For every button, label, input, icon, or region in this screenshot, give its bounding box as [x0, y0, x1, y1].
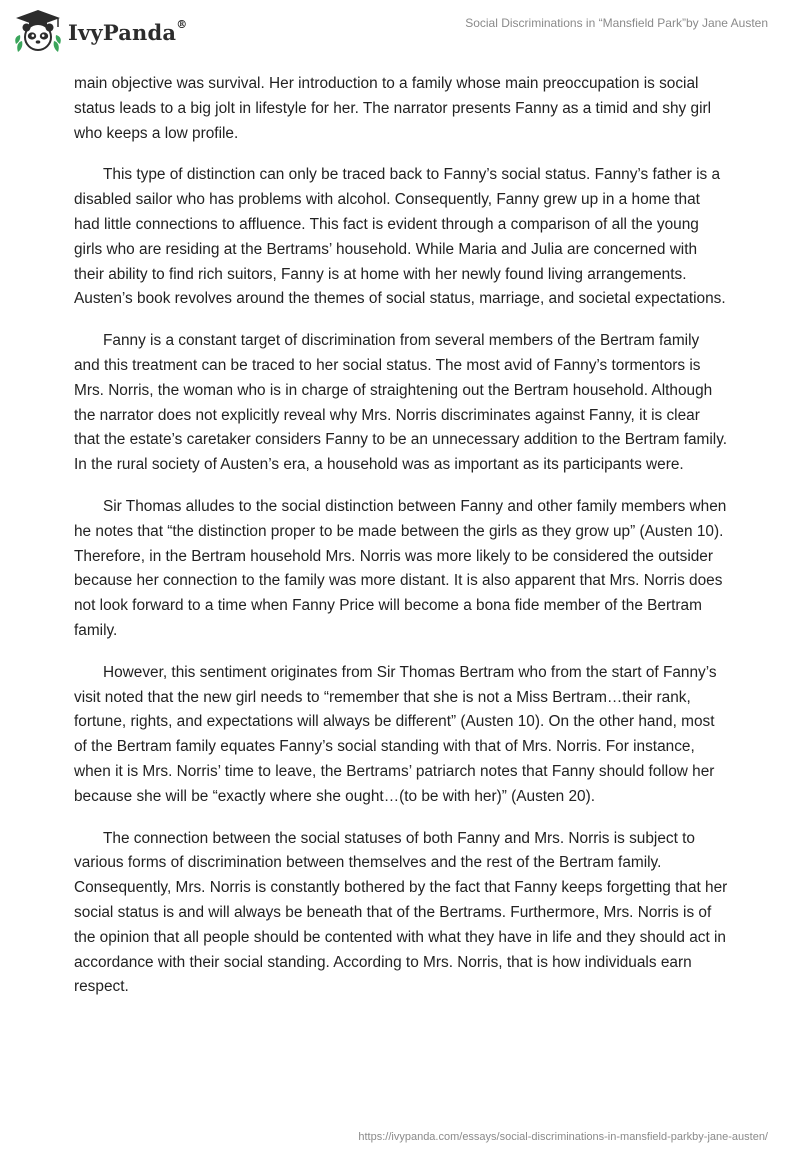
paragraph: However, this sentiment originates from Sir Thomas Bertram who from the start of Fanny’s visit noted that the new girl needs to “remember that she is not a Miss Bertram…their rank, fortune, rights, and expectations will always be different” (Austen 10). On the other hand, most of the Bertram family equates Fanny’s social standing with that of Mrs. Norris. For instance, when it is Mrs. Norris’ time to leave, the Bertrams’ patriarch notes that Fanny should follow her because she will be “exactly where she ought…(to be with her)” (Austen 20).: [74, 663, 717, 805]
paragraph: This type of distinction can only be traced back to Fanny’s social status. Fanny’s father is a disabled sailor who has problems with alcohol. Consequently, Fanny grew up in a home that had little connections to affluence. This fact is evident through a comparison of all the young girls who are residing at the Bertrams’ household. While Maria and Julia are concerned with their ability to find rich suitors, Fanny is at home with her newly found living arrangements. Austen’s book revolves around the themes of social status, marriage, and societal expectations.: [74, 166, 726, 308]
panda-graduate-logo-icon: [12, 8, 64, 54]
document-title: Social Discriminations in “Mansfield Park”by Jane Austen: [465, 16, 768, 30]
paragraph: The connection between the social statuses of both Fanny and Mrs. Norris is subject to various forms of discrimination between themselves and the rest of the Bertram family. Consequently, Mrs. Norris is constantly bothered by the fact that Fanny keeps forgetting that her social status is and will always be beneath that of the Bertrams. Furthermore, Mrs. Norris is of the opinion that all people should be contented with what they have in life and they should act in accordance with their social standing. According to Mrs. Norris, that is how individuals earn respect.: [74, 829, 728, 996]
essay-body: [74, 72, 728, 1017]
ivypanda-logo-link[interactable]: [12, 8, 187, 54]
paragraph-continued: main objective was survival. Her introduction to a family whose main preoccupation is social status leads to a big jolt in lifestyle for her. The narrator presents Fanny as a timid and shy girl who keeps a low profile.: [74, 75, 712, 142]
source-url-link[interactable]: https://ivypanda.com/essays/social-discriminations-in-mansfield-parkby-jane-austen/: [358, 1131, 768, 1143]
page-header: [0, 0, 800, 64]
paragraph: Sir Thomas alludes to the social distinction between Fanny and other family members when he notes that “the distinction proper to be made between the girls as they grow up” (Austen 10). Therefore, in the Bertram household Mrs. Norris was more likely to be considered the outsider because her connection to the family was more distant. It is also apparent that Mrs. Norris does not look forward to a time when Fanny Price will become a bona fide member of the Bertram family.: [74, 497, 727, 639]
registered-mark: ®: [176, 17, 188, 31]
paragraph: Fanny is a constant target of discrimination from several members of the Bertram family and this treatment can be traced to her social status. The most avid of Fanny’s tormentors is Mrs. Norris, the woman who is in charge of straightening out the Bertram household. Although the narrator does not explicitly reveal why Mrs. Norris discriminates against Fanny, it is clear that the estate’s caretaker considers Fanny to be an unnecessary addition to the Bertram family. In the rural society of Austen’s era, a household was as important as its participants were.: [74, 332, 728, 474]
brand-name: IvyPanda®: [68, 17, 188, 45]
